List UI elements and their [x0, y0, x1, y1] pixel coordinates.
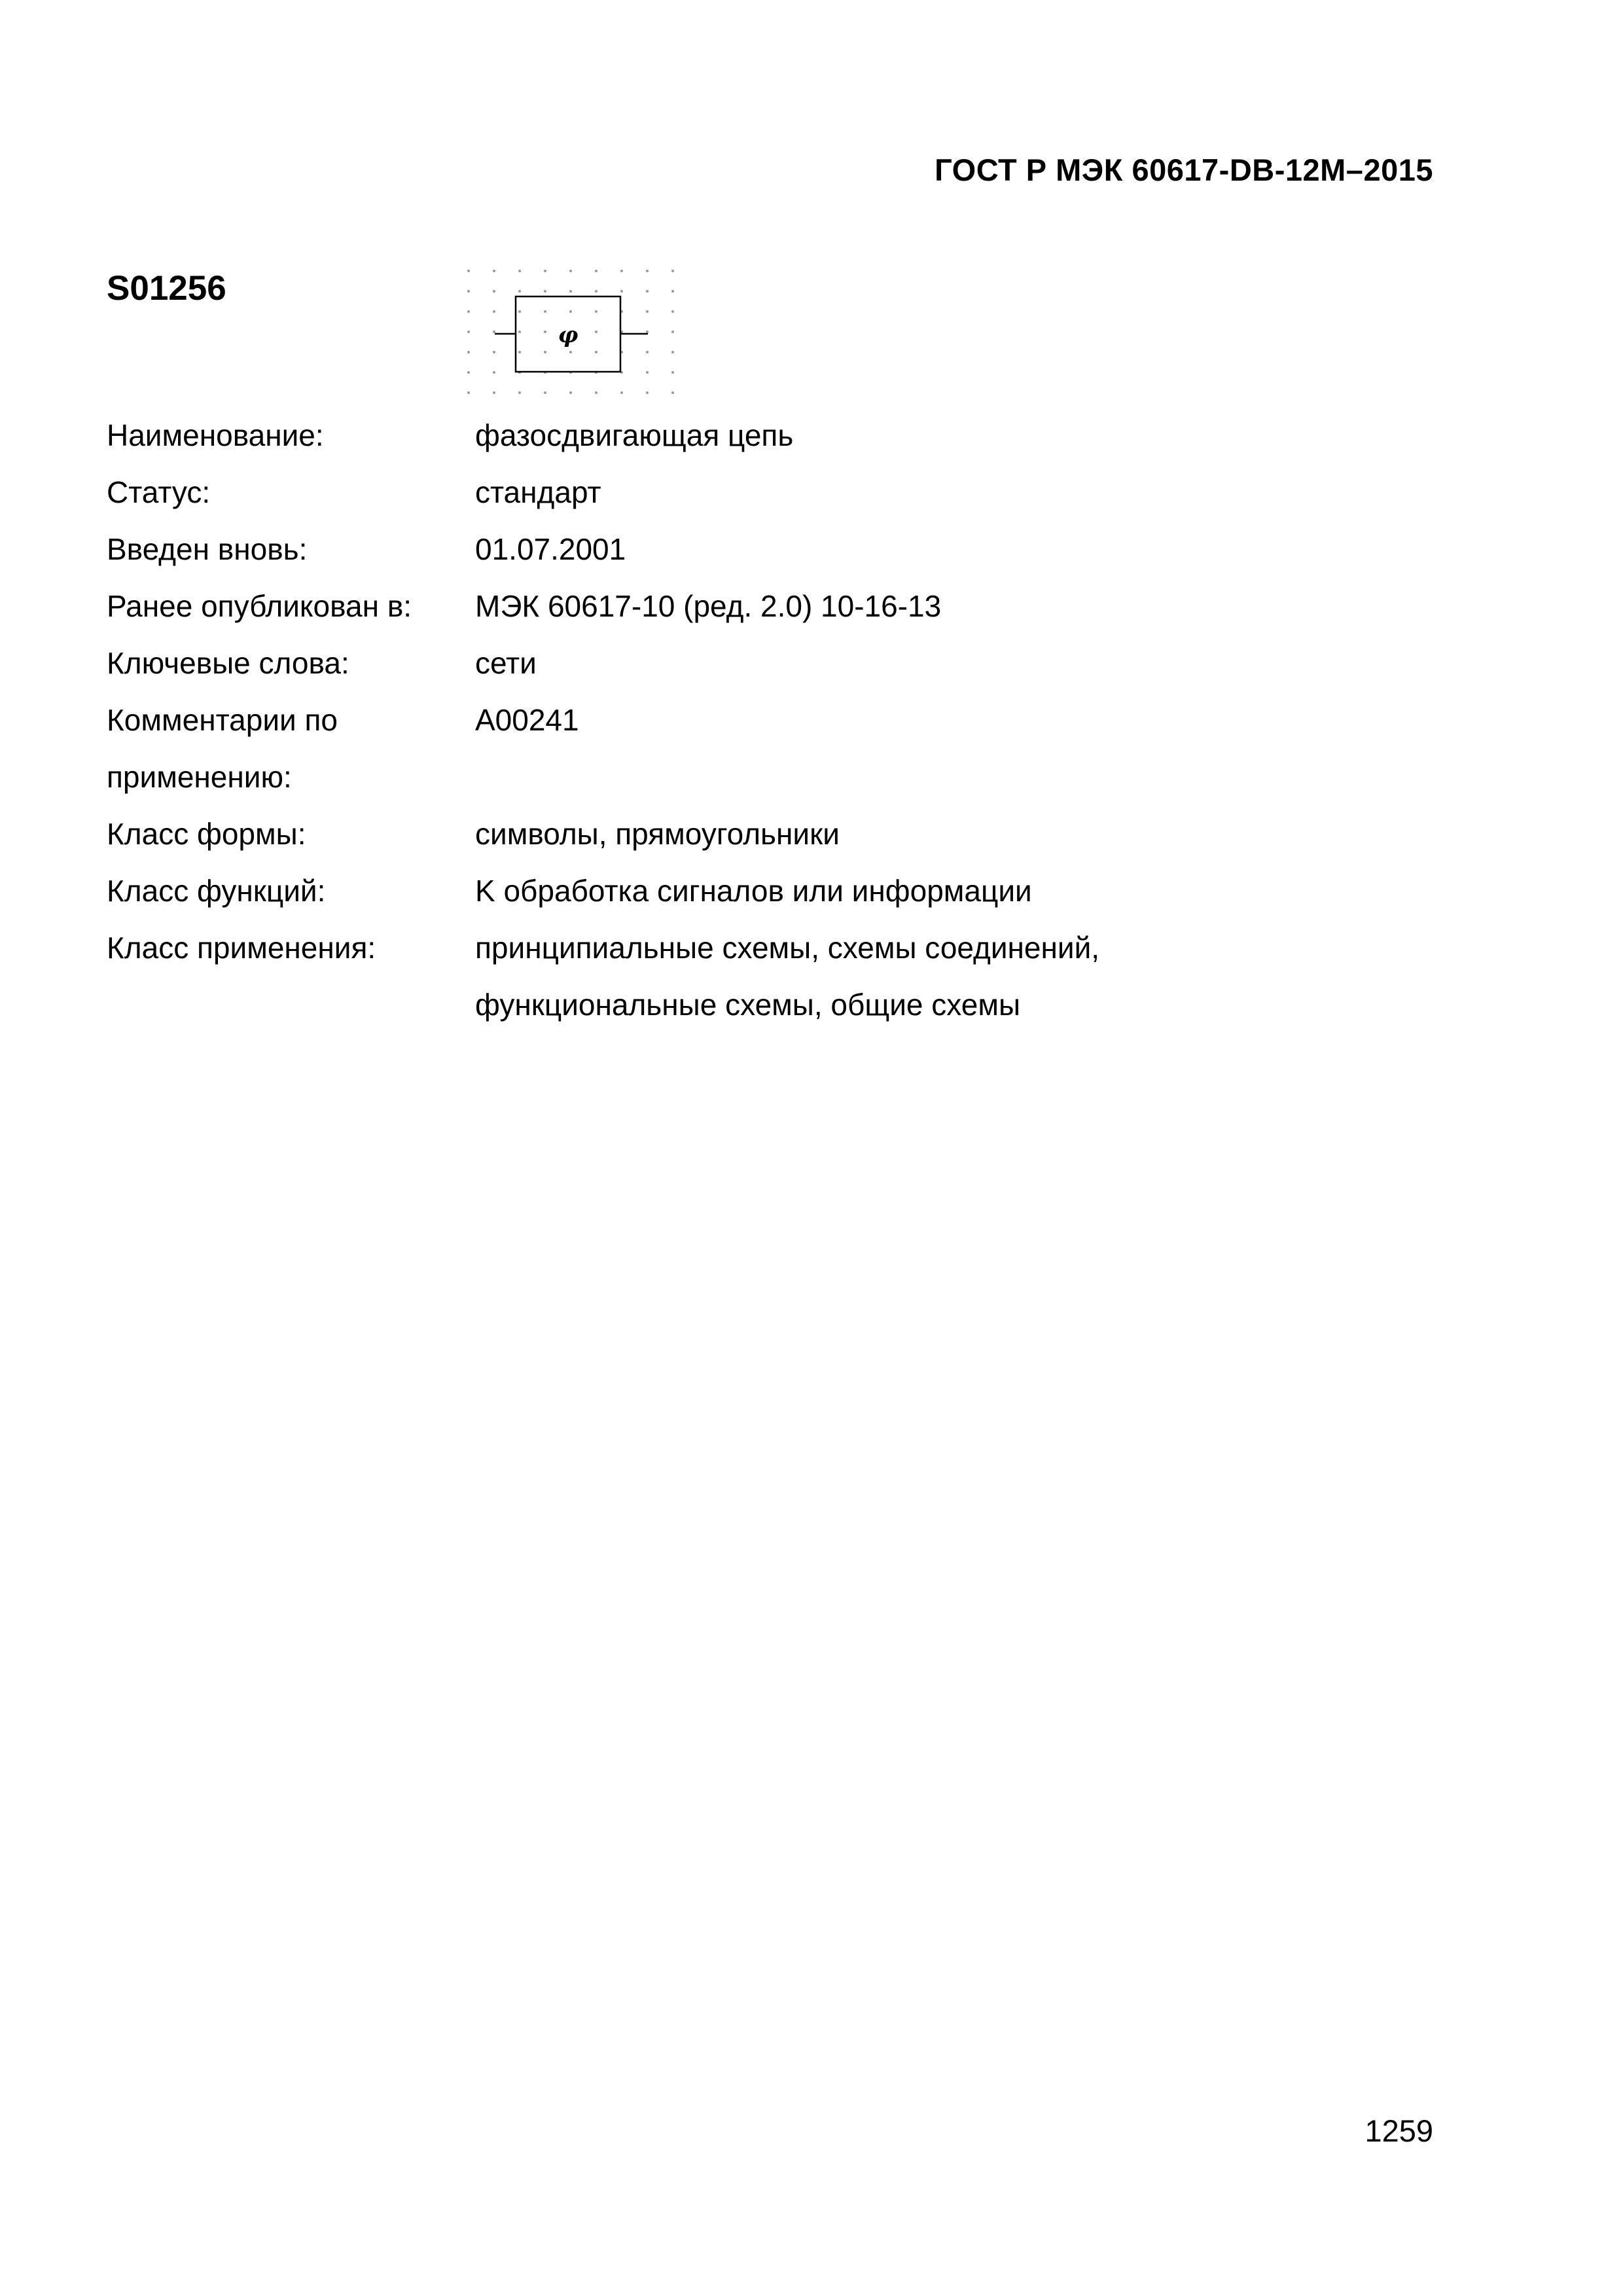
grid-dot: [569, 391, 572, 394]
grid-dot: [646, 270, 649, 272]
grid-dot: [544, 310, 546, 313]
symbol-id: S01256: [107, 269, 226, 308]
property-row: [107, 521, 1350, 578]
grid-dot: [569, 310, 572, 313]
grid-dot: [620, 391, 623, 394]
grid-dot: [544, 290, 546, 293]
property-row: [107, 806, 1350, 863]
grid-dot: [646, 331, 649, 333]
grid-dot: [544, 391, 546, 394]
property-list: [107, 407, 1350, 1033]
property-value: символы, прямоугольники: [475, 817, 840, 851]
grid-dot: [569, 290, 572, 293]
grid-dot: [467, 270, 470, 272]
property-value: A00241: [475, 703, 579, 737]
page-number: 1259: [1364, 2113, 1433, 2148]
grid-dot: [595, 270, 597, 272]
property-value: принципиальные схемы, схемы соединений,: [475, 931, 1100, 965]
grid-dot: [671, 351, 674, 353]
property-label: Статус:: [107, 475, 211, 509]
grid-dot: [620, 290, 623, 293]
grid-dot: [620, 270, 623, 272]
property-label: Введен вновь:: [107, 532, 308, 566]
grid-dot: [671, 270, 674, 272]
grid-dot: [595, 290, 597, 293]
grid-dot: [493, 270, 495, 272]
grid-dot: [569, 270, 572, 272]
property-row: [107, 407, 1350, 464]
grid-dot: [646, 310, 649, 313]
grid-dot: [518, 391, 521, 394]
property-value: 01.07.2001: [475, 532, 626, 566]
grid-dot: [467, 351, 470, 353]
property-label: Класс формы:: [107, 817, 306, 851]
grid-dot: [646, 391, 649, 394]
grid-dot: [544, 351, 546, 353]
property-value: [475, 749, 1350, 806]
grid-dot: [646, 290, 649, 293]
grid-dot: [493, 371, 495, 374]
grid-dot: [544, 270, 546, 272]
grid-dot: [467, 331, 470, 333]
grid-dot: [467, 391, 470, 394]
grid-dot: [671, 331, 674, 333]
grid-dot: [671, 371, 674, 374]
grid-dot: [493, 391, 495, 394]
property-row: [107, 977, 1350, 1033]
grid-dot: [595, 331, 597, 333]
grid-dot: [493, 310, 495, 313]
property-value: стандарт: [475, 475, 601, 509]
property-row: [107, 749, 1350, 806]
property-value: МЭК 60617-10 (ред. 2.0) 10-16-13: [475, 589, 942, 623]
grid-dot: [544, 331, 546, 333]
grid-dot: [595, 391, 597, 394]
property-value: K обработка сигналов или информации: [475, 874, 1032, 908]
property-label: Класс применения:: [107, 931, 376, 965]
grid-dot: [671, 310, 674, 313]
grid-dot: [493, 351, 495, 353]
grid-dot: [467, 290, 470, 293]
grid-dot: [518, 351, 521, 353]
grid-dot: [467, 371, 470, 374]
property-label: Класс функций:: [107, 874, 326, 908]
property-value: сети: [475, 646, 537, 680]
grid-dot: [518, 331, 521, 333]
property-label: применению:: [107, 760, 292, 794]
property-row: [107, 692, 1350, 749]
property-label: [107, 977, 475, 1033]
property-label: Наименование:: [107, 418, 324, 452]
grid-dot: [671, 391, 674, 394]
phase-shifter-symbol-icon: [463, 267, 679, 398]
grid-dot: [518, 310, 521, 313]
grid-dot: [595, 351, 597, 353]
grid-dot: [646, 351, 649, 353]
property-row: [107, 464, 1350, 521]
grid-dot: [569, 351, 572, 353]
property-row: [107, 635, 1350, 692]
property-row: [107, 920, 1350, 977]
document-code: ГОСТ Р МЭК 60617-DB-12M–2015: [935, 152, 1433, 187]
grid-dot: [518, 270, 521, 272]
grid-dot: [493, 331, 495, 333]
grid-dot: [595, 310, 597, 313]
grid-dot: [518, 290, 521, 293]
grid-dot: [493, 290, 495, 293]
property-row: [107, 578, 1350, 635]
property-value: фазосдвигающая цепь: [475, 418, 794, 452]
grid-dot: [671, 290, 674, 293]
property-value: функциональные схемы, общие схемы: [475, 988, 1021, 1022]
property-row: [107, 863, 1350, 920]
grid-dot: [467, 310, 470, 313]
grid-dot: [646, 371, 649, 374]
property-label: Ключевые слова:: [107, 646, 349, 680]
symbol-glyph: φ: [558, 322, 579, 348]
property-label: Комментарии по: [107, 703, 338, 737]
property-label: Ранее опубликован в:: [107, 589, 412, 623]
